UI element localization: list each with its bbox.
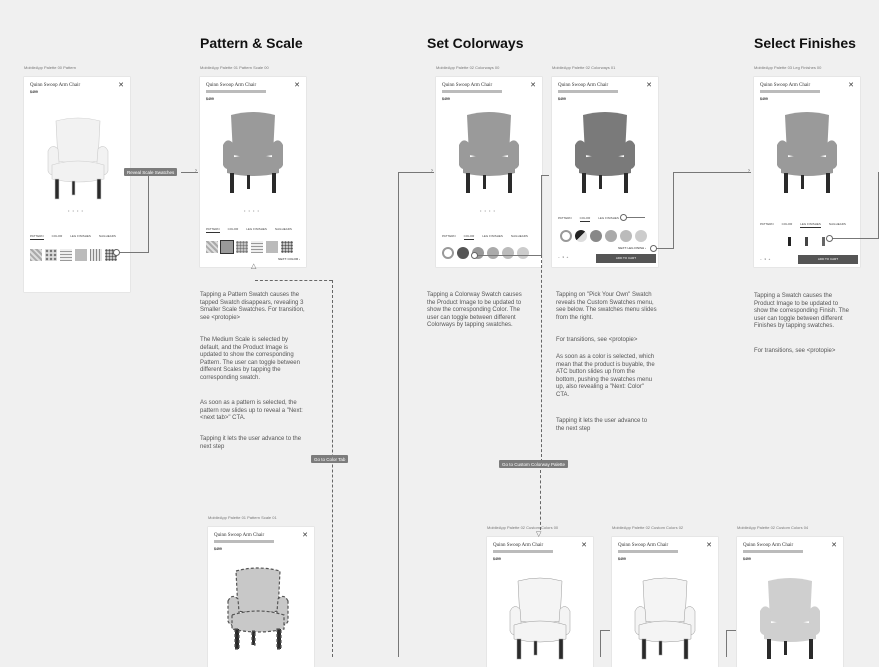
scale-swatch[interactable]: [236, 241, 248, 253]
finish-swatch[interactable]: [805, 237, 808, 246]
connector-line: [625, 217, 645, 218]
product-title: Quinn Swoop Arm Chair: [618, 543, 669, 548]
frame-label-custom-colors-02: MobileApp Palette 02 Custom Colors 02: [612, 525, 684, 530]
colorway-swatch[interactable]: [517, 247, 529, 259]
tab-pattern[interactable]: PATTERN: [760, 222, 774, 226]
arrow-down-icon: ▽: [536, 531, 542, 538]
connector-line: [655, 248, 673, 249]
product-card-custom-colors-04: [737, 537, 843, 667]
scale-swatch[interactable]: [206, 241, 218, 253]
product-title: Quinn Swoop Arm Chair: [442, 83, 493, 88]
add-to-cart-button[interactable]: ADD TO CART: [798, 255, 858, 264]
tab-nailheads[interactable]: NAILHEADS: [274, 227, 292, 231]
close-icon[interactable]: ✕: [848, 82, 854, 89]
finish-swatch[interactable]: [788, 237, 791, 246]
tab-color[interactable]: COLOR: [51, 234, 63, 238]
pattern-swatch[interactable]: [60, 249, 72, 261]
arrow-right-icon: ›: [431, 168, 433, 174]
connector-line: [117, 252, 149, 253]
pattern-swatch[interactable]: [90, 249, 102, 261]
section-title-pattern-scale: Pattern & Scale: [200, 35, 303, 51]
close-icon[interactable]: ✕: [530, 82, 536, 89]
next-leg-finish-button[interactable]: NEXT: LEG FINISH ›: [618, 246, 646, 250]
annotation-note: For transitions, see <protopie>: [754, 348, 836, 354]
product-subtitle-bar: [558, 90, 618, 93]
product-price: $499: [214, 547, 222, 551]
product-card-custom-colors-02: [612, 537, 718, 667]
finish-swatch[interactable]: [822, 237, 825, 246]
scale-swatch[interactable]: [266, 241, 278, 253]
connector-line: [726, 630, 736, 631]
chair-image: [449, 107, 529, 197]
chair-image: [767, 107, 847, 197]
product-title: Quinn Swoop Arm Chair: [743, 543, 794, 548]
custom-swatch[interactable]: [620, 230, 632, 242]
connector-node: [650, 245, 657, 252]
annotation-note: The Medium Scale is selected by default, and the Product Image is updated to show the corresponding Pattern. The user can toggle between different Scales by tapping the corresponding swatch.: [200, 337, 300, 381]
tab-color[interactable]: COLOR: [781, 222, 793, 226]
annotation-note: Tapping it lets the user advance to the next step: [200, 436, 302, 450]
colorway-swatch[interactable]: [502, 247, 514, 259]
connector-line: [541, 175, 549, 176]
custom-swatch[interactable]: [605, 230, 617, 242]
close-icon[interactable]: ✕: [706, 542, 712, 549]
tab-nailheads[interactable]: NAILHEADS: [98, 234, 116, 238]
product-title: Quinn Swoop Arm Chair: [558, 83, 609, 88]
tab-bar: [760, 222, 846, 228]
close-icon[interactable]: ✕: [302, 532, 308, 539]
scale-swatch[interactable]: [281, 241, 293, 253]
frame-label-pattern-scale-01: MobileApp Palette 01 Pattern Scale 01: [208, 515, 277, 520]
carousel-dots: • • • •: [480, 208, 496, 213]
tab-bar: [206, 227, 292, 233]
product-price: $499: [618, 557, 626, 561]
product-card-colorways: [436, 77, 542, 267]
colorway-swatch[interactable]: [457, 247, 469, 259]
custom-swatch[interactable]: [590, 230, 602, 242]
carousel-dots: • • • •: [244, 208, 260, 213]
connector-line: [541, 175, 542, 255]
arrow-right-icon: ›: [748, 168, 750, 174]
product-title: Quinn Swoop Arm Chair: [206, 83, 257, 88]
connector-dashed: [540, 470, 541, 530]
tab-pattern[interactable]: PATTERN: [558, 216, 572, 220]
connector-dashed: [332, 280, 333, 657]
tab-leg-finishes[interactable]: LEG FINISHES: [482, 234, 503, 238]
product-price: $499: [206, 97, 214, 101]
annotation-note: Tapping it lets the user advance to the next step: [556, 418, 648, 432]
product-card-pattern-scale: [200, 77, 306, 267]
tab-color[interactable]: COLOR: [227, 227, 239, 231]
product-price: $499: [760, 97, 768, 101]
connector-node: [620, 214, 627, 221]
pick-your-own-swatch[interactable]: [442, 247, 454, 259]
tab-pattern[interactable]: PATTERN: [30, 234, 44, 238]
close-icon[interactable]: ✕: [581, 542, 587, 549]
connector-line: [148, 176, 149, 252]
go-to-custom-colorway-palette-label[interactable]: Go to Custom Colorway Palette: [499, 460, 568, 468]
chair-image: [565, 107, 645, 197]
annotation-note: Tapping a Swatch causes the Product Image to be updated to show the corresponding Finish. The user can toggle between different Finishes by tapping swatches.: [754, 293, 849, 330]
product-subtitle-bar: [442, 90, 502, 93]
quantity-value: 1: [764, 257, 766, 261]
pattern-swatch[interactable]: [75, 249, 87, 261]
product-subtitle-bar: [214, 540, 274, 543]
product-price: $499: [30, 90, 38, 94]
product-card-custom-colors-00: [487, 537, 593, 667]
chair-image: [38, 113, 118, 203]
tab-leg-finishes[interactable]: LEG FINISHES: [246, 227, 267, 231]
tab-nailheads[interactable]: NAILHEADS: [510, 234, 528, 238]
tab-pattern[interactable]: PATTERN: [442, 234, 456, 238]
connector-node: [826, 235, 833, 242]
close-icon[interactable]: ✕: [118, 82, 124, 89]
section-title-select-finishes: Select Finishes: [754, 35, 856, 51]
product-subtitle-bar: [743, 550, 803, 553]
product-title: Quinn Swoop Arm Chair: [214, 533, 265, 538]
annotation-note: For transitions, see <protopie>: [556, 337, 638, 343]
annotation-note: As soon as a pattern is selected, the pattern row slides up to reveal a "Next: <next tab>" CTA.: [200, 400, 303, 422]
pattern-swatch[interactable]: [45, 249, 57, 261]
carousel-dots: • • • •: [68, 208, 84, 213]
connector-line: [673, 172, 751, 173]
product-title: Quinn Swoop Arm Chair: [30, 83, 81, 88]
custom-swatch[interactable]: [635, 230, 647, 242]
pattern-swatch[interactable]: [30, 249, 42, 261]
product-subtitle-bar: [618, 550, 678, 553]
pattern-swatch-row: [30, 248, 120, 266]
quantity-stepper[interactable]: − 1 +: [558, 255, 569, 259]
tab-color[interactable]: COLOR: [579, 216, 591, 220]
scale-swatch-row: [206, 240, 296, 258]
arrow-up-icon: △: [251, 263, 257, 270]
quantity-stepper[interactable]: − 1 +: [760, 257, 771, 261]
connector-line: [831, 238, 879, 239]
next-color-button[interactable]: NEXT: COLOR ›: [278, 257, 300, 261]
quantity-value: 1: [562, 255, 564, 259]
tab-pattern[interactable]: PATTERN: [206, 227, 220, 231]
tab-bar: [30, 234, 116, 240]
product-card-pattern-scale-01: [208, 527, 314, 667]
connector-line: [398, 172, 434, 173]
annotation-note: Tapping a Colorway Swatch causes the Product Image to be updated to show the corresponding Color. The user can toggle between different Colorways by tapping swatches.: [427, 292, 522, 329]
tab-color[interactable]: COLOR: [463, 234, 475, 238]
product-title: Quinn Swoop Arm Chair: [493, 543, 544, 548]
frame-label-colorways-00: MobileApp Palette 02 Colorways 00: [436, 65, 500, 70]
connector-line: [475, 255, 541, 256]
tab-bar: [442, 234, 528, 240]
annotation-note: Tapping on "Pick Your Own" Swatch reveals the Custom Swatches menu, see below. The swatches menu slides from the right.: [556, 292, 657, 321]
close-icon[interactable]: ✕: [294, 82, 300, 89]
reveal-scale-swatches-label[interactable]: Reveal Scale Swatches: [124, 168, 177, 176]
annotation-note: As soon as a color is selected, which mean that the product is buyable, the ATC button slides up from the bottom, pushing the swatches menu up, also revealing a "Next: Color" CTA.: [556, 354, 655, 398]
chair-image: [213, 107, 293, 197]
tab-leg-finishes[interactable]: LEG FINISHES: [800, 222, 821, 226]
tab-leg-finishes[interactable]: LEG FINISHES: [598, 216, 619, 220]
connector-node: [113, 249, 120, 256]
frame-label-custom-colors-04: MobileApp Palette 02 Custom Colors 04: [737, 525, 809, 530]
scale-swatch-selected[interactable]: [221, 241, 233, 253]
product-title: Quinn Swoop Arm Chair: [760, 83, 811, 88]
chair-image: [625, 573, 705, 663]
finish-swatch-row: [788, 233, 825, 251]
frame-label-pattern: MobileApp Palette 00 Pattern: [24, 65, 77, 70]
custom-swatch-row: [560, 229, 650, 247]
chair-image: [218, 563, 298, 653]
go-to-color-tab-label[interactable]: Go to Color Tab: [311, 455, 348, 463]
colorway-swatch[interactable]: [487, 247, 499, 259]
product-card-colorways-custom: [552, 77, 658, 267]
product-price: $499: [493, 557, 501, 561]
add-to-cart-button[interactable]: ADD TO CART: [596, 254, 656, 263]
close-icon[interactable]: ✕: [831, 542, 837, 549]
connector-line: [398, 172, 399, 657]
product-price: $499: [442, 97, 450, 101]
connector-line: [600, 630, 610, 631]
pick-your-own-swatch[interactable]: [560, 230, 572, 242]
connector-dashed: [541, 255, 542, 467]
connector-dashed: [255, 280, 332, 281]
frame-label-colorways-01: MobileApp Palette 02 Colorways 01: [552, 65, 616, 70]
connector-line: [673, 172, 674, 249]
custom-swatch[interactable]: [575, 230, 587, 242]
annotation-note: Tapping a Pattern Swatch causes the tapped Swatch disappears, revealing 3 Smaller Scale Swatches. For transition, see <protopie>: [200, 292, 305, 321]
chair-image: [750, 573, 830, 663]
tab-nailheads[interactable]: NAILHEADS: [828, 222, 846, 226]
product-subtitle-bar: [206, 90, 266, 93]
connector-line: [600, 630, 601, 657]
tab-bar: [558, 216, 619, 222]
section-title-set-colorways: Set Colorways: [427, 35, 524, 51]
close-icon[interactable]: ✕: [646, 82, 652, 89]
product-price: $499: [558, 97, 566, 101]
frame-label-pattern-scale-00: MobileApp Palette 01 Pattern Scale 00: [200, 65, 269, 70]
product-price: $499: [743, 557, 751, 561]
product-card-pattern: [24, 77, 130, 292]
arrow-right-icon: ›: [195, 168, 197, 174]
tab-leg-finishes[interactable]: LEG FINISHES: [70, 234, 91, 238]
connector-node: [471, 252, 478, 259]
frame-label-leg-finishes-00: MobileApp Palette 03 Leg Finishes 00: [754, 65, 822, 70]
product-subtitle-bar: [493, 550, 553, 553]
chair-image: [500, 573, 580, 663]
connector-line: [726, 630, 727, 657]
scale-swatch[interactable]: [251, 241, 263, 253]
frame-label-custom-colors-00: MobileApp Palette 02 Custom Colors 00: [487, 525, 559, 530]
product-subtitle-bar: [760, 90, 820, 93]
